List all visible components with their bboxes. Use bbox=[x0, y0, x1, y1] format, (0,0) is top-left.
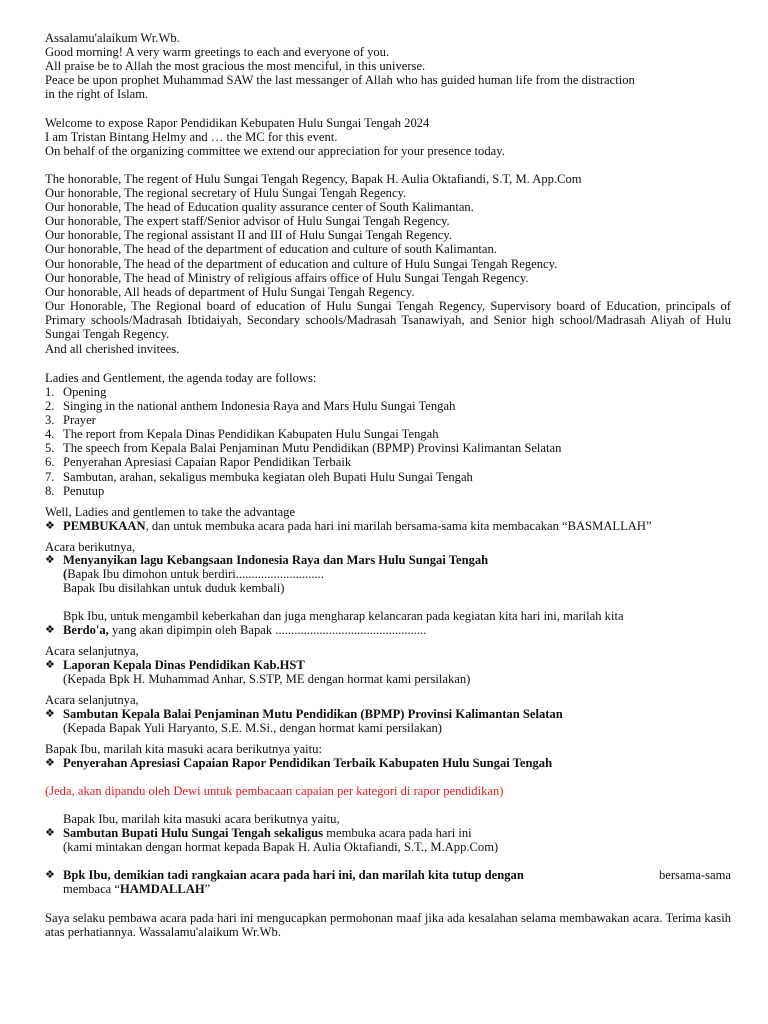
jeda-note: (Jeda, akan dipandu oleh Dewi untuk pembacaan capaian per kategori di rapor pendidikan) bbox=[45, 784, 504, 798]
section-sambutan-bpmp: ❖ Sambutan Kepala Balai Penjaminan Mutu Pendidikan (BPMP) Provinsi Kalimantan Selatan (Kepada Bapak Yuli Haryanto, S.E. M.Si., dengan hormat kami persilakan) bbox=[45, 707, 731, 735]
section-sambutan-bupati: ❖ Sambutan Bupati Hulu Sungai Tengah sekaligus membuka acara pada hari ini (kami mintakan dengan hormat kepada Bapak H. Aulia Oktafiandi, S.T., M.App.Com) bbox=[45, 826, 499, 855]
section-intro: Bapak Ibu, marilah kita masuki acara berikutnya yaitu: bbox=[45, 742, 322, 756]
diamond-bullet-icon: ❖ bbox=[45, 658, 55, 671]
honorable-line: Our honorable, The head of the department of education and culture of Hulu Sungai Tengah Regency. bbox=[45, 256, 558, 271]
agenda-intro: Ladies and Gentlement, the agenda today are follows: bbox=[45, 371, 317, 385]
diamond-bullet-icon: ❖ bbox=[45, 756, 55, 769]
opening-greeting bbox=[45, 31, 731, 101]
section-berdoa: ❖ Berdo'a, yang akan dipimpin oleh Bapak ................................................ bbox=[45, 623, 427, 637]
section-intro: Acara selanjutnya, bbox=[45, 644, 139, 658]
welcome-line: I am Tristan Bintang Helmy and … the MC for this event. bbox=[45, 130, 338, 145]
section-title: Sambutan Kepala Balai Penjaminan Mutu Pendidikan (BPMP) Provinsi Kalimantan Selatan bbox=[63, 707, 563, 721]
diamond-bullet-icon: ❖ bbox=[45, 519, 55, 532]
section-pembukaan: ❖ PEMBUKAAN, dan untuk membuka acara pada hari ini marilah bersama-sama kita membacakan “BASMALLAH” bbox=[45, 519, 652, 533]
diamond-bullet-icon: ❖ bbox=[45, 623, 55, 636]
greeting-line: Good morning! A very warm greetings to each and everyone of you. bbox=[45, 45, 390, 60]
agenda-list bbox=[45, 385, 731, 498]
honorable-line: Our honorable, The regional secretary of Hulu Sungai Tengah Regency. bbox=[45, 186, 407, 201]
section-intro: Bapak Ibu, marilah kita masuki acara berikutnya yaitu, bbox=[63, 812, 340, 826]
diamond-bullet-icon: ❖ bbox=[45, 553, 55, 566]
section-title: Sambutan Bupati Hulu Sungai Tengah sekaligus bbox=[63, 826, 324, 840]
agenda-item: 4. The report from Kepala Dinas Pendidikan Kabupaten Hulu Sungai Tengah bbox=[45, 427, 439, 442]
welcome-paragraph bbox=[45, 116, 731, 158]
agenda-item: 6. Penyerahan Apresiasi Capaian Rapor Pendidikan Terbaik bbox=[45, 455, 352, 470]
welcome-line: Welcome to expose Rapor Pendidikan Kebupaten Hulu Sungai Tengah 2024 bbox=[45, 116, 430, 130]
greeting-line: in the right of Islam. bbox=[45, 87, 149, 102]
invitees-line: And all cherished invitees. bbox=[45, 342, 180, 356]
section-intro: Acara berikutnya, bbox=[45, 540, 136, 554]
honorable-line: Our honorable, The head of the department of education and culture of south Kalimantan. bbox=[45, 242, 497, 257]
diamond-bullet-icon: ❖ bbox=[45, 868, 55, 881]
welcome-line: On behalf of the organizing committee we extend our appreciation for your presence today. bbox=[45, 144, 505, 159]
agenda-item: 5. The speech from Kepala Balai Penjaminan Mutu Pendidikan (BPMP) Provinsi Kalimantan Selatan bbox=[45, 441, 562, 456]
honorable-line: Our honorable, The regional assistant II and III of Hulu Sungai Tengah Regency. bbox=[45, 228, 453, 243]
section-title: Penyerahan Apresiasi Capaian Rapor Pendidikan Terbaik Kabupaten Hulu Sungai Tengah bbox=[63, 756, 553, 770]
section-lagu-kebangsaan: ❖ Menyanyikan lagu Kebangsaan Indonesia Raya dan Mars Hulu Sungai Tengah (Bapak Ibu dimohon untuk berdiri............................ Bapak Ibu disilahkan untuk duduk kembali) bbox=[45, 553, 731, 595]
agenda-item: 8. Penutup bbox=[45, 483, 105, 498]
greeting-line: Assalamu'alaikum Wr.Wb. bbox=[45, 31, 180, 45]
honorable-line: Our honorable, The head of Education quality assurance center of South Kalimantan. bbox=[45, 200, 474, 215]
section-intro: Acara selanjutnya, bbox=[45, 693, 139, 707]
honorable-line: Our honorable, The expert staff/Senior advisor of Hulu Sungai Tengah Regency. bbox=[45, 214, 450, 229]
section-laporan: ❖ Laporan Kepala Dinas Pendidikan Kab.HST (Kepada Bpk H. Muhammad Anhar, S.STP, ME dengan hormat kami persilakan) bbox=[45, 658, 731, 686]
agenda-item: 7. Sambutan, arahan, sekaligus membuka kegiatan oleh Bupati Hulu Sungai Tengah bbox=[45, 469, 473, 484]
section-title: PEMBUKAAN bbox=[63, 519, 146, 533]
section-title: Bpk Ibu, demikian tadi rangkaian acara pada hari ini, dan marilah kita tutup dengan bbox=[63, 868, 524, 882]
section-penutup: ❖ Bpk Ibu, demikian tadi rangkaian acara pada hari ini, dan marilah kita tutup dengan bersama-sama membaca “HAMDALLAH” bbox=[45, 868, 731, 897]
closing-paragraph: Saya selaku pembawa acara pada hari ini mengucapkan permohonan maaf jika ada kesalahan selama membawakan acara. Terima kasih atas perhatiannya. Wassalamu'alaikum Wr.Wb. bbox=[45, 911, 731, 940]
diamond-bullet-icon: ❖ bbox=[45, 707, 55, 720]
section-title: Berdo'a, bbox=[63, 623, 109, 637]
agenda-item: 3. Prayer bbox=[45, 413, 96, 428]
honorable-line: Our honorable, The head of Ministry of religious affairs office of Hulu Sungai Tengah Regency. bbox=[45, 270, 529, 285]
advantage-line: Well, Ladies and gentlemen to take the advantage bbox=[45, 505, 296, 519]
diamond-bullet-icon: ❖ bbox=[45, 826, 55, 839]
agenda-item: 1. Opening bbox=[45, 385, 107, 399]
section-title: Menyanyikan lagu Kebangsaan Indonesia Raya dan Mars Hulu Sungai Tengah bbox=[63, 553, 489, 567]
agenda-item: 2. Singing in the national anthem Indonesia Raya and Mars Hulu Sungai Tengah bbox=[45, 399, 456, 414]
honorable-line: The honorable, The regent of Hulu Sungai Tengah Regency, Bapak H. Aulia Oktafiandi, S.T, M. App.Com bbox=[45, 172, 582, 186]
section-penyerahan bbox=[45, 756, 731, 770]
section-intro: Bpk Ibu, untuk mengambil keberkahan dan juga mengharap kelancaran pada kegiatan kita hari ini, marilah kita bbox=[63, 609, 624, 623]
section-title: Laporan Kepala Dinas Pendidikan Kab.HST bbox=[63, 658, 305, 672]
honorable-line: Our honorable, All heads of department of Hulu Sungai Tengah Regency. bbox=[45, 284, 415, 299]
board-paragraph: Our Honorable, The Regional board of education of Hulu Sungai Tengah Regency, Supervisory board of Education, principals of Primary schools/Madrasah Ibtidaiyah, Secondary schools/Madrasah Tsanawiyah, and Senior high school/Madrasah Aliyah of Hulu Sungai Tengah Regency. bbox=[45, 299, 731, 342]
greeting-line: Peace be upon prophet Muhammad SAW the last messanger of Allah who has guided human life from the distraction bbox=[45, 73, 635, 88]
greeting-line: All praise be to Allah the most gracious the most menciful, in this universe. bbox=[45, 59, 426, 74]
honorables-list bbox=[45, 172, 731, 299]
